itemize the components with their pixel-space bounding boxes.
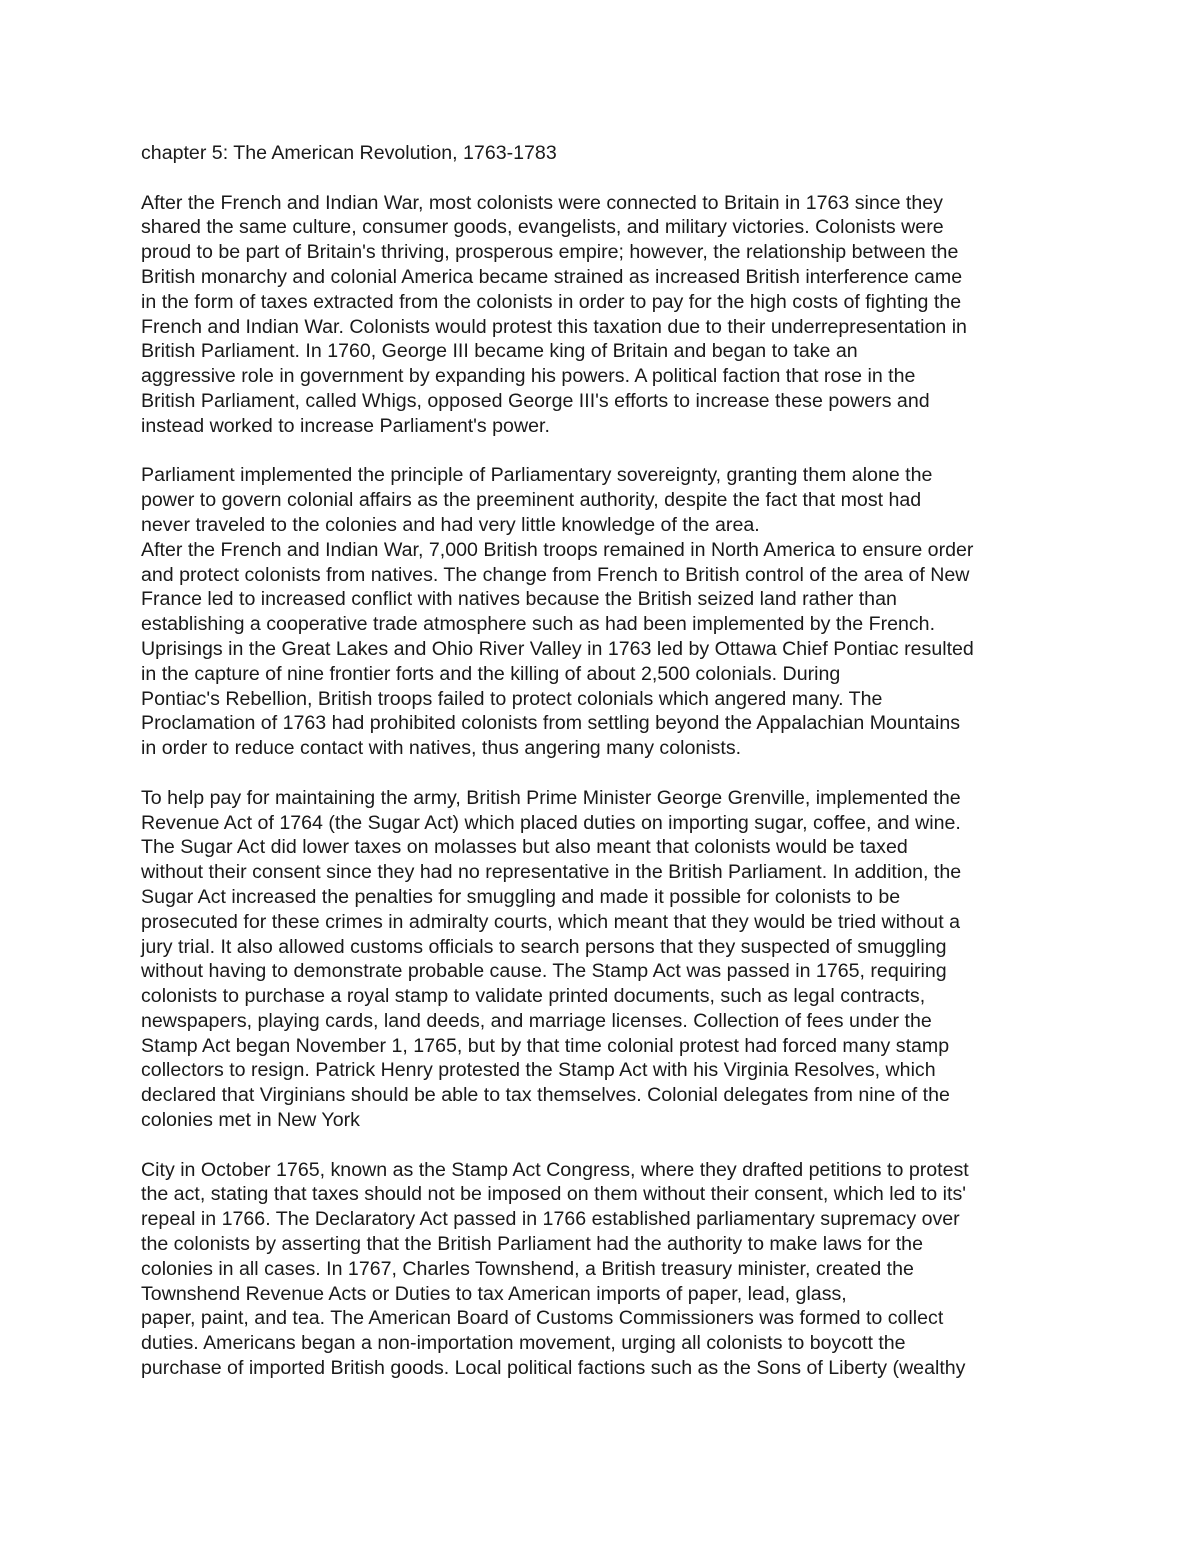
text-line: proud to be part of Britain's thriving, prosperous empire; however, the relationship between the (141, 241, 959, 264)
text-line: paper, paint, and tea. The American Board of Customs Commissioners was formed to collect (141, 1307, 944, 1330)
text-line: British Parliament, called Whigs, opposed George III's efforts to increase these powers and (141, 389, 930, 412)
paragraph (141, 463, 1071, 761)
text-line: in the form of taxes extracted from the colonists in order to pay for the high costs of fighting the (141, 290, 962, 313)
text-line: repeal in 1766. The Declaratory Act passed in 1766 established parliamentary supremacy over (141, 1208, 960, 1231)
text-line: The Sugar Act did lower taxes on molasses but also meant that colonists would be taxed (141, 836, 908, 859)
text-line: Parliament implemented the principle of Parliamentary sovereignty, granting them alone the (141, 464, 933, 487)
text-line: French and Indian War. Colonists would protest this taxation due to their underrepresentation in (141, 315, 967, 338)
document-body (141, 141, 1071, 1381)
paragraph-spacer (141, 1133, 1071, 1158)
paragraph (141, 786, 1071, 1133)
text-line: newspapers, playing cards, land deeds, and marriage licenses. Collection of fees under the (141, 1009, 932, 1032)
text-line: duties. Americans began a non-importation movement, urging all colonists to boycott the (141, 1332, 906, 1355)
text-line: colonies met in New York (141, 1109, 360, 1132)
text-line: Proclamation of 1763 had prohibited colonists from settling beyond the Appalachian Mountains (141, 712, 961, 735)
text-line: To help pay for maintaining the army, British Prime Minister George Grenville, implemented the (141, 786, 961, 809)
text-line: jury trial. It also allowed customs officials to search persons that they suspected of smuggling (141, 935, 947, 958)
text-line: After the French and Indian War, 7,000 British troops remained in North America to ensure order (141, 538, 974, 561)
text-line: in order to reduce contact with natives, thus angering many colonists. (141, 737, 742, 760)
text-line: Sugar Act increased the penalties for smuggling and made it possible for colonists to be (141, 885, 901, 908)
paragraph-spacer (141, 166, 1071, 191)
paragraph (141, 1158, 1071, 1381)
paragraph-spacer (141, 761, 1071, 786)
text-line: Stamp Act began November 1, 1765, but by that time colonial protest had forced many stamp (141, 1034, 950, 1057)
text-line: prosecuted for these crimes in admiralty courts, which meant that they would be tried without a (141, 910, 960, 933)
text-line: without having to demonstrate probable cause. The Stamp Act was passed in 1765, requiring (141, 960, 947, 983)
text-line: colonies in all cases. In 1767, Charles Townshend, a British treasury minister, created the (141, 1257, 914, 1280)
text-line: establishing a cooperative trade atmosphere such as had been implemented by the French. (141, 613, 936, 636)
text-line: After the French and Indian War, most colonists were connected to Britain in 1763 since they (141, 191, 943, 214)
text-line: shared the same culture, consumer goods, evangelists, and military victories. Colonists were (141, 216, 944, 239)
text-line: Pontiac's Rebellion, British troops failed to protect colonials which angered many. The (141, 687, 883, 710)
text-line: Townshend Revenue Acts or Duties to tax American imports of paper, lead, glass, (141, 1282, 847, 1305)
text-line: purchase of imported British goods. Local political factions such as the Sons of Liberty (wealthy (141, 1357, 966, 1380)
text-line: collectors to resign. Patrick Henry protested the Stamp Act with his Virginia Resolves, which (141, 1059, 936, 1082)
text-line: British Parliament. In 1760, George III became king of Britain and began to take an (141, 340, 858, 363)
paragraph-spacer (141, 439, 1071, 464)
text-line: never traveled to the colonies and had very little knowledge of the area. (141, 513, 760, 536)
text-line: City in October 1765, known as the Stamp Act Congress, where they drafted petitions to protest (141, 1158, 969, 1181)
text-line: declared that Virginians should be able to tax themselves. Colonial delegates from nine of the (141, 1084, 950, 1107)
paragraph-list (141, 191, 1071, 1381)
text-line: in the capture of nine frontier forts and the killing of about 2,500 colonials. During (141, 662, 841, 685)
text-line: British monarchy and colonial America became strained as increased British interference came (141, 265, 963, 288)
text-line: instead worked to increase Parliament's power. (141, 414, 550, 437)
paragraph (141, 191, 1071, 439)
text-line: Revenue Act of 1764 (the Sugar Act) which placed duties on importing sugar, coffee, and wine. (141, 811, 961, 834)
document-title: chapter 5: The American Revolution, 1763-1783 (141, 142, 557, 164)
text-line: and protect colonists from natives. The change from French to British control of the area of New (141, 563, 970, 586)
text-line: Uprisings in the Great Lakes and Ohio River Valley in 1763 led by Ottawa Chief Pontiac resulted (141, 637, 974, 660)
text-line: France led to increased conflict with natives because the British seized land rather than (141, 588, 897, 611)
text-line: power to govern colonial affairs as the preeminent authority, despite the fact that most had (141, 489, 922, 512)
text-line: aggressive role in government by expanding his powers. A political faction that rose in the (141, 365, 916, 388)
text-line: the colonists by asserting that the British Parliament had the authority to make laws for the (141, 1233, 923, 1256)
text-line: without their consent since they had no representative in the British Parliament. In addition, the (141, 861, 962, 884)
text-line: colonists to purchase a royal stamp to validate printed documents, such as legal contracts, (141, 985, 926, 1008)
text-line: the act, stating that taxes should not be imposed on them without their consent, which led to its' (141, 1183, 966, 1206)
